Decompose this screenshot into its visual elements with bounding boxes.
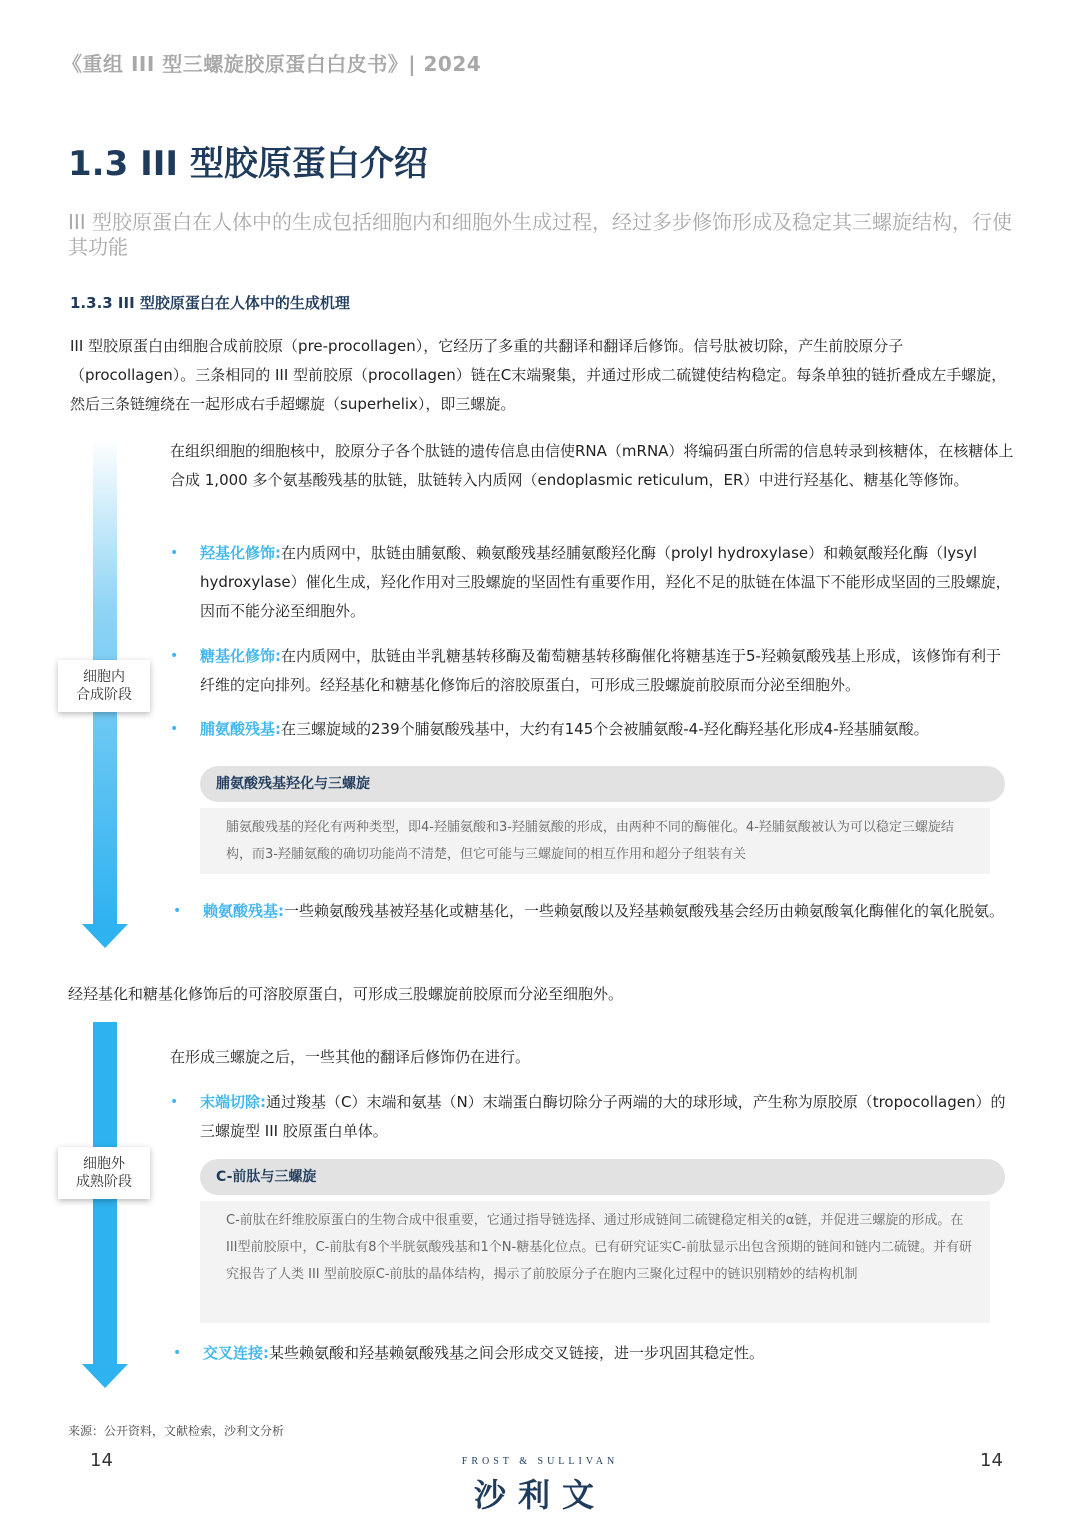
bullet-key: 赖氨酸残基: — [203, 902, 284, 920]
page-subtitle: III 型胶原蛋白在人体中的生成包括细胞内和细胞外生成过程，经过多步修饰形成及稳定其三螺旋结构，行使其功能 — [68, 210, 1013, 259]
bullet-text: 在内质网中，肽链由脯氨酸、赖氨酸残基经脯氨酸羟化酶（prolyl hydroxylase）和赖氨酸羟化酶（lysyl hydroxylase）催化生成，羟化作用对三股螺旋的坚固性有重要作用，羟化不足的肽链在体温下不能形成坚固的三股螺旋，因而不能分泌至细胞外。 — [200, 544, 1011, 620]
report-header: 《重组 III 型三螺旋胶原蛋白白皮书》| 2024 — [62, 52, 482, 76]
bullet-icon: • — [173, 903, 182, 919]
stage1-lead: 在组织细胞的细胞核中，胶原分子各个肽链的遗传信息由信使RNA（mRNA）将编码蛋白所需的信息转录到核糖体，在核糖体上合成 1,000 多个氨基酸残基的肽链，肽链转入内质网（endoplasmic reticulum，ER）中进行羟基化、糖基化等修饰。 — [170, 442, 1014, 489]
bullet-text: 通过羧基（C）末端和氨基（N）末端蛋白酶切除分子两端的大的球形域，产生称为原胶原（tropocollagen）的三螺旋型 III 胶原蛋白单体。 — [200, 1093, 1006, 1140]
stage2-label-line1: 细胞外 — [83, 1156, 125, 1172]
bullet-icon: • — [170, 721, 179, 737]
list-item — [200, 642, 1015, 700]
bullet-icon: • — [170, 545, 179, 561]
bullet-text: 某些赖氨酸和羟基赖氨酸残基之间会形成交叉链接，进一步巩固其稳定性。 — [269, 1344, 765, 1362]
list-item — [200, 539, 1015, 626]
bullet-icon: • — [170, 648, 179, 664]
section-heading: 1.3.3 III 型胶原蛋白在人体中的生成机理 — [70, 294, 350, 312]
bullet-key: 羟基化修饰: — [200, 544, 281, 562]
bullet-key: 末端切除: — [200, 1093, 266, 1111]
stage1-label — [58, 660, 150, 712]
stage1-label-line1: 细胞内 — [83, 669, 125, 685]
bullet-key: 脯氨酸残基: — [200, 720, 281, 738]
bullet-text: 在三螺旋域的239个脯氨酸残基中，大约有145个会被脯氨酸-4-羟化酶羟基化形成4-羟基脯氨酸。 — [281, 720, 929, 738]
stage2-label-line2: 成熟阶段 — [76, 1174, 132, 1190]
transition-paragraph: 经羟基化和糖基化修饰后的可溶胶原蛋白，可形成三股螺旋前胶原而分泌至细胞外。 — [68, 985, 624, 1003]
bullet-icon: • — [173, 1345, 182, 1361]
intro-paragraph: III 型胶原蛋白由细胞合成前胶原（pre-procollagen），它经历了多重的共翻译和翻译后修饰。信号肽被切除，产生前胶原分子（procollagen）。三条相同的 III 型前胶原（procollagen）链在C末端聚集，并通过形成二硫键使结构稳定。每条单独的链折叠成左手螺旋，然后三条链缠绕在一起形成右手超螺旋（superhelix），即三螺旋。 — [70, 337, 1007, 413]
brand-logo-en: FROST & SULLIVAN — [461, 1456, 619, 1467]
bullet-text: 在内质网中，肽链由半乳糖基转移酶及葡萄糖基转移酶催化将糖基连于5-羟赖氨酸残基上形成，该修饰有利于纤维的定向排列。经羟基化和糖基化修饰后的溶胶原蛋白，可形成三股螺旋前胶原而分泌至细胞外。 — [200, 647, 1001, 694]
page-number-right: 14 — [980, 1450, 1003, 1471]
list-item — [200, 715, 1015, 744]
list-item — [203, 1339, 1015, 1368]
callout-body: C-前肽在纤维胶原蛋白的生物合成中很重要，它通过指导链选择、通过形成链间二硫键稳定相关的α链，并促进三螺旋的形成。在III型前胶原中，C-前肽有8个半胱氨酸残基和1个N-糖基化位点。已有研究证实C-前肽显示出包含预期的链间和链内二硫键。并有研究报告了人类 III 型前胶原C-前肽的晶体结构，揭示了前胶原分子在胞内三聚化过程中的链识别精妙的结构机制 — [200, 1201, 990, 1323]
list-item — [200, 1088, 1015, 1146]
callout-title: C-前肽与三螺旋 — [200, 1159, 1005, 1195]
bullet-key: 糖基化修饰: — [200, 647, 281, 665]
stage1-label-line2: 合成阶段 — [76, 687, 132, 703]
callout-body: 脯氨酸残基的羟化有两种类型，即4-羟脯氨酸和3-羟脯氨酸的形成，由两种不同的酶催化。4-羟脯氨酸被认为可以稳定三螺旋结构，而3-羟脯氨酸的确切功能尚不清楚，但它可能与三螺旋间的相互作用和超分子组装有关 — [200, 808, 990, 874]
source-note: 来源：公开资料，文献检索，沙利文分析 — [68, 1424, 285, 1438]
brand-logo-cn: 沙利文 — [473, 1476, 606, 1514]
page-title: 1.3 III 型胶原蛋白介绍 — [68, 144, 428, 184]
stage2-arrow — [82, 1022, 128, 1390]
bullet-key: 交叉连接: — [203, 1344, 269, 1362]
callout-title: 脯氨酸残基羟化与三螺旋 — [200, 766, 1005, 802]
bullet-icon: • — [170, 1094, 179, 1110]
page-number-left: 14 — [90, 1450, 113, 1471]
bullet-text: 一些赖氨酸残基被羟基化或糖基化，一些赖氨酸以及羟基赖氨酸残基会经历由赖氨酸氧化酶催化的氧化脱氨。 — [284, 902, 1005, 920]
stage2-lead: 在形成三螺旋之后，一些其他的翻译后修饰仍在进行。 — [170, 1048, 531, 1066]
stage2-label — [58, 1147, 150, 1199]
list-item — [203, 897, 1015, 926]
